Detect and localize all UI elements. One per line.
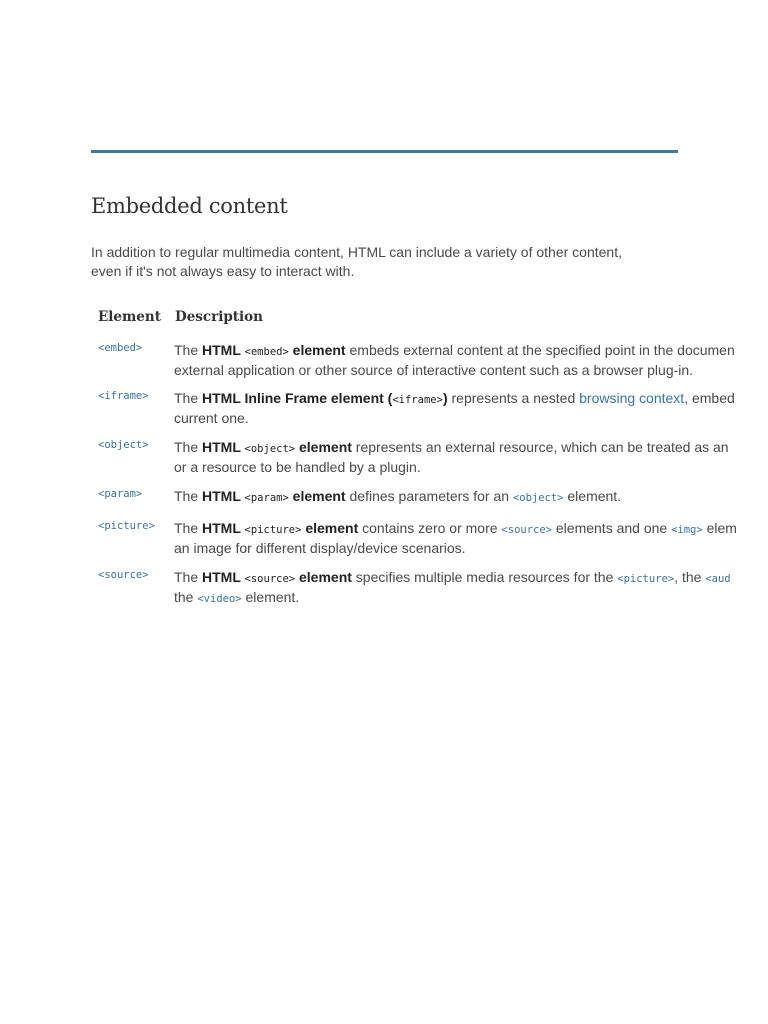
img-link[interactable]: <img> [671, 524, 703, 536]
element-link-picture[interactable]: <picture> [98, 520, 155, 532]
description-object: The HTML <object> element represents an external resource, which can be treated as an or a resource to be handled by a plugin. [174, 439, 729, 475]
column-header-element: Element [98, 309, 161, 325]
description-embed: The HTML <embed> element embeds external content at the specified point in the documen external application or other source of interactive content such as a browser plug-in. [174, 342, 735, 378]
picture-link[interactable]: <picture> [617, 573, 675, 585]
intro-line-2: even if it's not always easy to interact with. [91, 263, 355, 279]
element-link-embed[interactable]: <embed> [98, 342, 143, 354]
source-link[interactable]: <source> [501, 524, 552, 536]
browsing-context-link[interactable]: browsing context [579, 390, 685, 406]
element-link-object[interactable]: <object> [98, 439, 149, 451]
section-heading: Embedded content [91, 194, 288, 218]
element-link-iframe[interactable]: <iframe> [98, 390, 149, 402]
column-header-description: Description [175, 309, 263, 325]
intro-paragraph [91, 243, 681, 281]
object-link[interactable]: <object> [512, 492, 564, 504]
video-link[interactable]: <video> [197, 593, 242, 605]
description-picture: The HTML <picture> element contains zero or more <source> elements and one <img> elem an image for different display/device scenarios. [174, 520, 737, 556]
description-param: The HTML <param> element defines parameters for an <object> element. [174, 488, 622, 504]
element-link-source[interactable]: <source> [98, 569, 149, 581]
description-source: The HTML <source> element specifies multiple media resources for the <picture>, the <aud the <video> element. [174, 569, 731, 605]
section-divider [91, 150, 678, 153]
intro-line-1: In addition to regular multimedia content, HTML can include a variety of other content, [91, 244, 622, 260]
element-link-param[interactable]: <param> [98, 488, 143, 500]
description-iframe: The HTML Inline Frame element (<iframe>) represents a nested browsing context, embed current one. [174, 390, 735, 426]
audio-link[interactable]: <aud [705, 573, 731, 585]
